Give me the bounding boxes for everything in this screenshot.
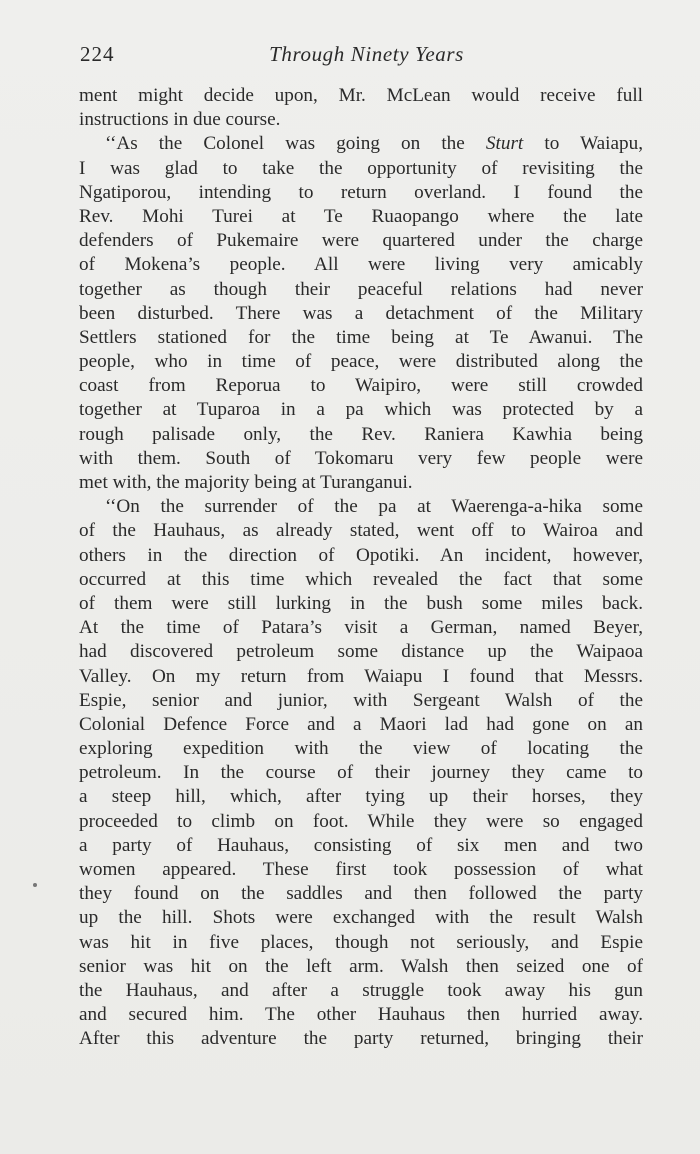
line-text: ment might decide upon, Mr. McLean would receive full	[79, 85, 643, 106]
line-text: women appeared. These first took possession of what	[79, 859, 643, 880]
line-text: Espie, senior and junior, with Sergeant Walsh of the	[79, 689, 643, 711]
line-text: coast from Reporua to Waipiro, were still crowded	[79, 375, 643, 397]
line-text: they found on the saddles and then followed the party	[79, 883, 643, 905]
text-line	[79, 882, 643, 906]
text-line	[79, 713, 643, 737]
text-line	[79, 1027, 643, 1051]
line-text: ‘‘On the surrender of the pa at Waerenga-a-hika some	[105, 496, 643, 518]
text-line	[79, 761, 643, 785]
text-line	[79, 423, 643, 447]
text-line	[79, 326, 643, 350]
line-text: a steep hill, which, after tying up their horses, they	[79, 786, 643, 808]
text-line	[79, 471, 643, 495]
running-title: Through Ninety Years	[269, 42, 464, 66]
italic-ship-name: Sturt	[485, 133, 524, 155]
text-line	[79, 84, 643, 108]
text-line	[79, 544, 643, 568]
line-text: occurred at this time which revealed the fact that some	[79, 568, 643, 590]
line-text: the Hauhaus, and after a struggle took away his gun	[79, 979, 643, 1001]
line-text: together at Tuparoa in a pa which was protected by a	[79, 399, 643, 421]
text-line	[79, 447, 643, 471]
text-line	[79, 181, 643, 205]
line-text: others in the direction of Opotiki. An incident, however,	[79, 544, 643, 566]
text-line	[79, 398, 643, 422]
line-text: to Waiapu,	[523, 133, 643, 155]
text-line	[79, 132, 643, 156]
text-line	[79, 157, 643, 181]
text-line	[79, 1003, 643, 1027]
text-line	[79, 737, 643, 761]
text-line	[79, 616, 643, 640]
paper-speck	[33, 883, 37, 887]
line-text: Rev. Mohi Turei at Te Ruaopango where the late	[79, 205, 643, 227]
text-line	[79, 350, 643, 374]
text-line	[79, 374, 643, 398]
line-text: together as though their peaceful relations had never	[79, 278, 643, 300]
line-text: Ngatiporou, intending to return overland. I found the	[79, 181, 643, 203]
line-text: up the hill. Shots were exchanged with the result Walsh	[79, 907, 643, 929]
line-text: people, who in time of peace, were distributed along the	[79, 351, 643, 373]
text-line	[79, 568, 643, 592]
line-text: with them. South of Tokomaru very few people were	[79, 447, 643, 469]
text-line	[79, 108, 643, 132]
text-line	[79, 979, 643, 1003]
text-line	[79, 858, 643, 882]
line-text: I was glad to take the opportunity of revisiting the	[79, 157, 643, 179]
line-text: been disturbed. There was a detachment of the Military	[79, 302, 643, 324]
line-text: of the Hauhaus, as already stated, went off to Wairoa and	[79, 520, 643, 542]
text-line	[79, 229, 643, 253]
line-text: Settlers stationed for the time being at Te Awanui. The	[79, 326, 643, 348]
text-line	[79, 785, 643, 809]
text-line	[79, 302, 643, 326]
text-line	[79, 834, 643, 858]
line-text: was hit in five places, though not seriously, and Espie	[79, 931, 643, 953]
text-line	[79, 495, 643, 519]
line-text: had discovered petroleum some distance up the Waipaoa	[79, 641, 643, 663]
line-text: of Mokena’s people. All were living very amicably	[79, 254, 643, 276]
text-line	[79, 955, 643, 979]
line-text: rough palisade only, the Rev. Raniera Kawhia being	[79, 423, 643, 445]
line-text: a party of Hauhaus, consisting of six men and two	[79, 834, 643, 856]
line-text: proceeded to climb on foot. While they were so engaged	[79, 810, 643, 832]
page-number: 224	[80, 42, 115, 66]
line-text: exploring expedition with the view of locating the	[79, 738, 643, 760]
text-line	[79, 205, 643, 229]
text-line	[79, 278, 643, 302]
text-line	[79, 931, 643, 955]
line-text: defenders of Pukemaire were quartered under the charge	[79, 230, 643, 252]
line-text: Colonial Defence Force and a Maori lad had gone on an	[79, 713, 643, 735]
text-line	[79, 810, 643, 834]
page-header	[80, 40, 643, 74]
body-text	[79, 84, 643, 1052]
line-text: petroleum. In the course of their journey they came to	[79, 762, 643, 784]
line-text: of them were still lurking in the bush some miles back.	[79, 592, 643, 614]
line-text: Valley. On my return from Waiapu I found that Messrs.	[79, 665, 643, 687]
line-text: and secured him. The other Hauhaus then hurried away.	[79, 1004, 643, 1026]
text-line	[79, 253, 643, 277]
text-line	[79, 640, 643, 664]
line-text: met with, the majority being at Turanganui.	[79, 472, 413, 493]
line-text: instructions in due course.	[79, 109, 281, 131]
text-line	[79, 592, 643, 616]
line-text: ‘‘As the Colonel was going on the	[105, 133, 486, 155]
line-text: After this adventure the party returned, bringing their	[79, 1028, 643, 1050]
text-line	[79, 906, 643, 930]
line-text: senior was hit on the left arm. Walsh then seized one of	[79, 955, 643, 977]
text-line	[79, 689, 643, 713]
text-line	[79, 665, 643, 689]
line-text: At the time of Patara’s visit a German, named Beyer,	[79, 617, 643, 639]
text-line	[79, 519, 643, 543]
